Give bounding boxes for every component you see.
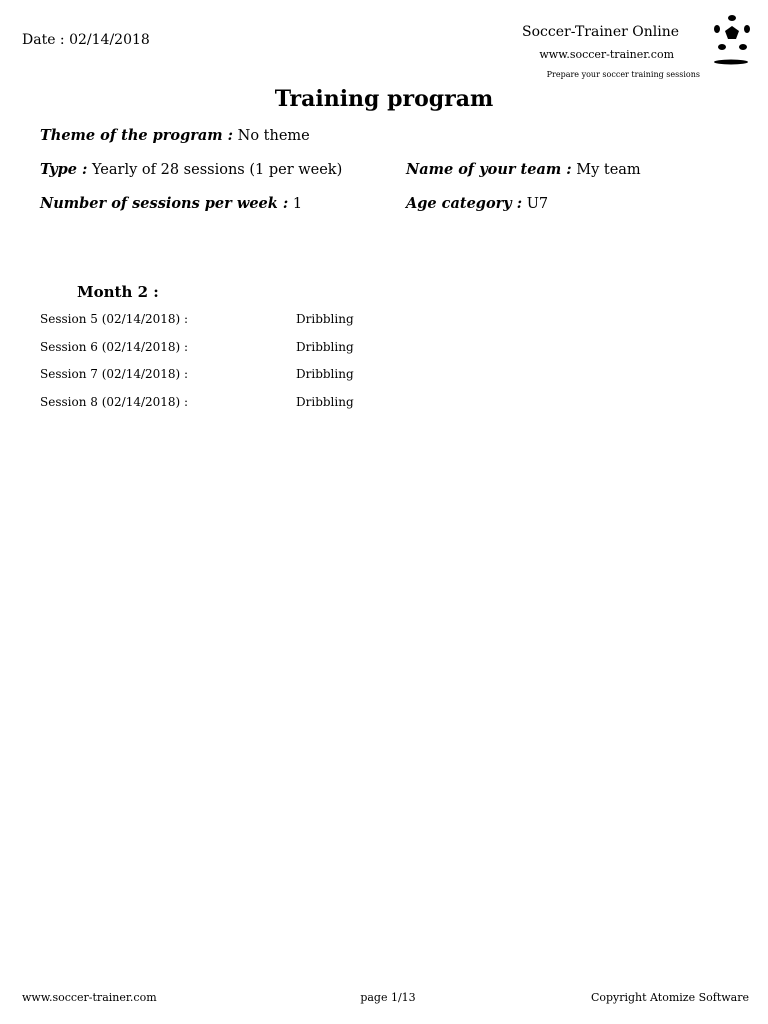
team-name-field [406, 161, 641, 178]
session-row [40, 395, 740, 415]
sessions-per-week-value: 1 [292, 196, 303, 212]
team-name-value: My team [576, 162, 641, 178]
type-value: Yearly of 28 sessions (1 per week) [92, 162, 343, 178]
month-heading: Month 2 : [77, 283, 159, 301]
session-topic: Dribbling [296, 312, 354, 326]
session-topic: Dribbling [296, 367, 354, 381]
session-topic: Dribbling [296, 340, 354, 354]
type-label: Type : [40, 161, 88, 178]
footer-copyright: Copyright Atomize Software [590, 991, 749, 1004]
brand-url: www.soccer-trainer.com [539, 48, 674, 61]
brand-name: Soccer-Trainer Online [522, 24, 679, 40]
footer-page-number: page 1/13 [360, 991, 416, 1004]
page-title: Training program [274, 86, 494, 112]
session-row [40, 367, 740, 387]
age-category-value: U7 [526, 196, 549, 212]
sessions-per-week-label: Number of sessions per week : [40, 195, 289, 212]
session-label: Session 8 (02/14/2018) : [40, 395, 189, 409]
age-category-label: Age category : [406, 195, 523, 212]
theme-value: No theme [237, 128, 310, 144]
type-field [40, 161, 342, 178]
team-name-label: Name of your team : [406, 161, 572, 178]
session-label: Session 6 (02/14/2018) : [40, 340, 189, 354]
session-label: Session 5 (02/14/2018) : [40, 312, 189, 326]
footer-website: www.soccer-trainer.com [22, 991, 157, 1004]
session-row [40, 312, 740, 332]
sessions-per-week-field [40, 195, 302, 212]
session-topic: Dribbling [296, 395, 354, 409]
age-category-field [406, 195, 548, 212]
theme-label: Theme of the program : [40, 127, 234, 144]
theme-field [40, 127, 310, 144]
session-row [40, 340, 740, 360]
soccer-ball-icon [714, 12, 750, 66]
session-label: Session 7 (02/14/2018) : [40, 367, 189, 381]
brand-tagline: Prepare your soccer training sessions [546, 70, 700, 79]
document-date: Date : 02/14/2018 [22, 32, 150, 48]
